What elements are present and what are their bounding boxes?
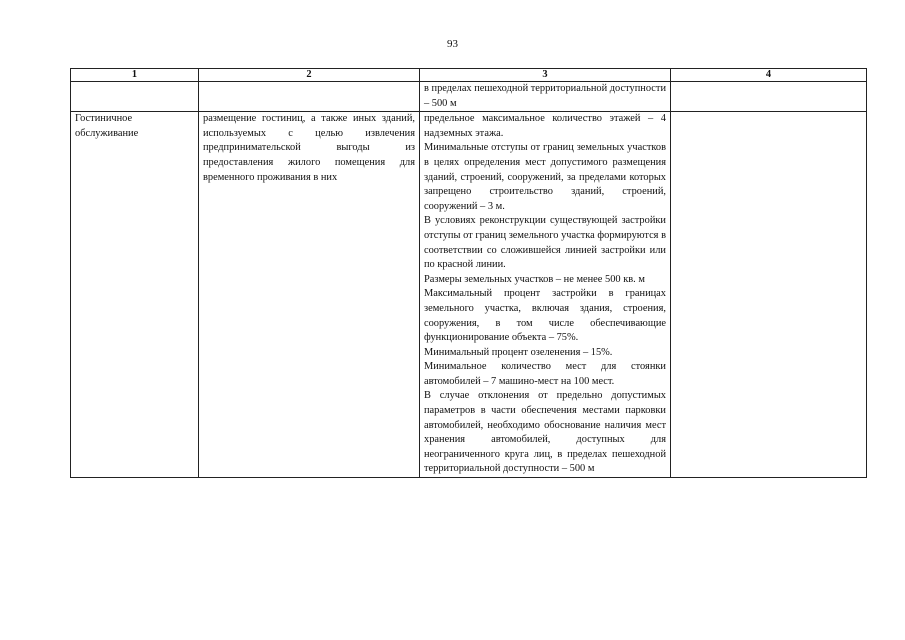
- table-header-row: [71, 69, 867, 82]
- regulations-table: [70, 68, 867, 478]
- continuation-cell-1: [71, 82, 199, 112]
- parameter-paragraph: Размеры земельных участков – не менее 500 кв. м: [424, 273, 645, 285]
- parameter-paragraph: Минимальный процент озеленения – 15%.: [424, 346, 613, 358]
- parameter-paragraph: В случае отклонения от предельно допустимых параметров в части обеспечения местами парковки автомобилей, необходимо обоснование наличия мест хранения автомобилей, доступных для неограниченного круга лиц, в пределах пешеходной территориальной доступности – 500 м: [424, 390, 666, 475]
- continuation-row: [71, 82, 867, 112]
- parameter-paragraph: предельное максимальное количество этажей – 4 надземных этажа.: [424, 113, 666, 139]
- header-col-3: 3: [420, 69, 671, 82]
- use-description-cell: размещение гостиниц, а также иных зданий, используемых с целью извлечения предпринимательской выгоды из предоставления жилого помещения для временного проживания в них: [199, 112, 420, 478]
- parameter-paragraph: Минимальные отступы от границ земельных участков в целях определения мест допустимого размещения зданий, строений, сооружений, за пределами которых запрещено строительство зданий, строений, сооружений – 3 м.: [424, 142, 666, 212]
- notes-cell: [671, 112, 867, 478]
- header-col-1: 1: [71, 69, 199, 82]
- parameter-paragraph: Минимальное количество мест для стоянки автомобилей – 7 машино-мест на 100 мест.: [424, 361, 666, 387]
- use-type-cell: Гостиничное обслуживание: [71, 112, 199, 478]
- parameter-paragraph: Максимальный процент застройки в границах земельного участка, включая здания, строения, сооружения, в том числе обеспечивающие функционирование объекта – 75%.: [424, 288, 666, 344]
- header-col-2: 2: [199, 69, 420, 82]
- page-number: 93: [447, 38, 458, 50]
- table-row: [71, 112, 867, 478]
- continuation-cell-4: [671, 82, 867, 112]
- continuation-cell-3: в пределах пешеходной территориальной доступности – 500 м: [420, 82, 671, 112]
- parameter-paragraph: В условиях реконструкции существующей застройки отступы от границ земельного участка формируются в соответствии со сложившейся линией застройки или по красной линии.: [424, 215, 666, 271]
- parameters-cell: [420, 112, 671, 478]
- continuation-cell-2: [199, 82, 420, 112]
- header-col-4: 4: [671, 69, 867, 82]
